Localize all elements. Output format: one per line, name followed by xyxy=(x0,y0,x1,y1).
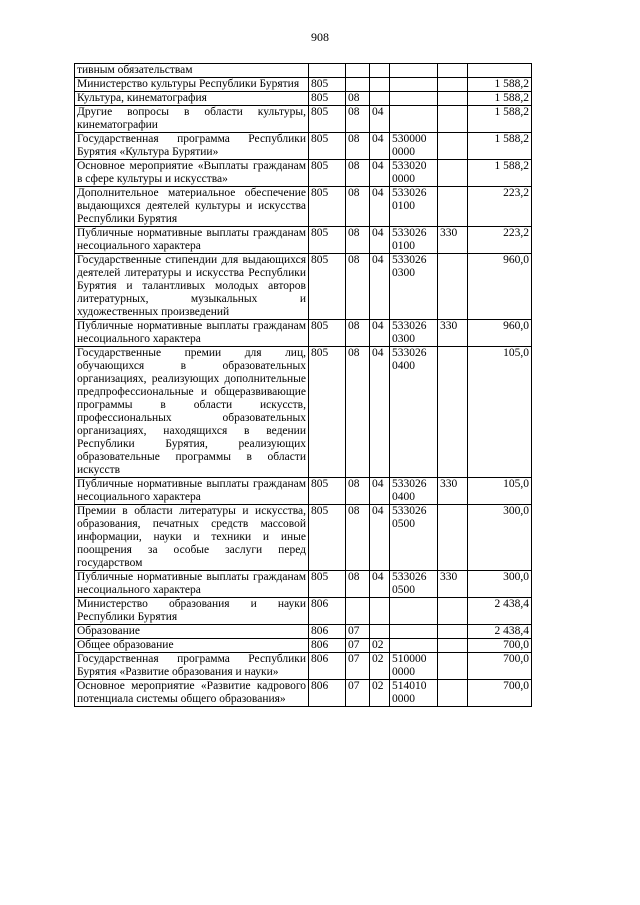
ministry-code: 805 xyxy=(309,478,346,505)
target-article-code xyxy=(390,78,438,92)
table-row xyxy=(75,227,532,254)
ministry-code: 806 xyxy=(309,598,346,625)
amount: 1 588,2 xyxy=(468,133,532,160)
table-row xyxy=(75,320,532,347)
ministry-code: 805 xyxy=(309,227,346,254)
target-article-code: 533026 0400 xyxy=(390,347,438,478)
expense-type-code xyxy=(438,505,468,571)
target-article-code: 533020 0000 xyxy=(390,160,438,187)
row-name: Общее образование xyxy=(75,639,309,653)
page-number: 908 xyxy=(311,30,329,44)
table-row xyxy=(75,106,532,133)
section-code: 08 xyxy=(346,106,370,133)
target-article-code: 533026 0300 xyxy=(390,320,438,347)
subsection-code: 04 xyxy=(370,478,390,505)
subsection-code xyxy=(370,78,390,92)
target-article-code xyxy=(390,639,438,653)
target-article-code xyxy=(390,64,438,78)
section-code: 07 xyxy=(346,625,370,639)
subsection-code: 04 xyxy=(370,106,390,133)
subsection-code: 02 xyxy=(370,639,390,653)
subsection-code: 04 xyxy=(370,571,390,598)
target-article-code xyxy=(390,598,438,625)
table-row xyxy=(75,160,532,187)
amount: 105,0 xyxy=(468,478,532,505)
subsection-code: 04 xyxy=(370,320,390,347)
ministry-code: 805 xyxy=(309,106,346,133)
table-row xyxy=(75,680,532,707)
target-article-code xyxy=(390,106,438,133)
ministry-code: 805 xyxy=(309,160,346,187)
section-code xyxy=(346,598,370,625)
row-name: Публичные нормативные выплаты гражданам несоциального характера xyxy=(75,227,309,254)
expense-type-code xyxy=(438,106,468,133)
subsection-code: 04 xyxy=(370,505,390,571)
expense-type-code: 330 xyxy=(438,227,468,254)
expense-type-code: 330 xyxy=(438,571,468,598)
target-article-code: 533026 0400 xyxy=(390,478,438,505)
row-name: Публичные нормативные выплаты гражданам несоциального характера xyxy=(75,320,309,347)
amount: 223,2 xyxy=(468,227,532,254)
target-article-code: 533026 0100 xyxy=(390,227,438,254)
table-row xyxy=(75,92,532,106)
expense-type-code xyxy=(438,160,468,187)
ministry-code: 805 xyxy=(309,571,346,598)
section-code: 08 xyxy=(346,160,370,187)
row-name: Государственная программа Республики Бурятия «Культура Бурятии» xyxy=(75,133,309,160)
ministry-code xyxy=(309,64,346,78)
row-name: Государственные премии для лиц, обучающихся в образовательных организациях, реализующих дополнительные предпрофессиональные и общеразвивающие программы в области искусств, профессиональных образовательных организациях, находящихся в ведении Республики Бурятия, реализующих образовательные программы в области искусств xyxy=(75,347,309,478)
section-code xyxy=(346,78,370,92)
section-code: 07 xyxy=(346,680,370,707)
ministry-code: 805 xyxy=(309,347,346,478)
table-row xyxy=(75,571,532,598)
section-code: 07 xyxy=(346,639,370,653)
table-row xyxy=(75,133,532,160)
subsection-code: 04 xyxy=(370,160,390,187)
budget-table xyxy=(74,63,532,707)
amount: 2 438,4 xyxy=(468,598,532,625)
amount: 300,0 xyxy=(468,505,532,571)
target-article-code xyxy=(390,92,438,106)
expense-type-code xyxy=(438,254,468,320)
amount: 105,0 xyxy=(468,347,532,478)
target-article-code: 514010 0000 xyxy=(390,680,438,707)
table-row xyxy=(75,653,532,680)
amount: 1 588,2 xyxy=(468,92,532,106)
expense-type-code xyxy=(438,347,468,478)
amount: 223,2 xyxy=(468,187,532,227)
row-name: Премии в области литературы и искусства, образования, печатных средств массовой информации, науки и техники и иные поощрения за особые заслуги перед государством xyxy=(75,505,309,571)
expense-type-code xyxy=(438,625,468,639)
amount: 700,0 xyxy=(468,680,532,707)
amount: 960,0 xyxy=(468,320,532,347)
row-name: Другие вопросы в области культуры, кинематографии xyxy=(75,106,309,133)
subsection-code: 04 xyxy=(370,347,390,478)
row-name: Министерство культуры Республики Бурятия xyxy=(75,78,309,92)
section-code: 08 xyxy=(346,254,370,320)
amount: 700,0 xyxy=(468,639,532,653)
table-row xyxy=(75,64,532,78)
target-article-code: 533026 0500 xyxy=(390,571,438,598)
target-article-code: 533026 0300 xyxy=(390,254,438,320)
section-code: 08 xyxy=(346,505,370,571)
amount: 960,0 xyxy=(468,254,532,320)
subsection-code xyxy=(370,64,390,78)
target-article-code: 533026 0100 xyxy=(390,187,438,227)
amount: 300,0 xyxy=(468,571,532,598)
ministry-code: 806 xyxy=(309,653,346,680)
subsection-code xyxy=(370,92,390,106)
row-name: Дополнительное материальное обеспечение выдающихся деятелей культуры и искусства Республики Бурятия xyxy=(75,187,309,227)
amount: 1 588,2 xyxy=(468,106,532,133)
expense-type-code: 330 xyxy=(438,478,468,505)
ministry-code: 806 xyxy=(309,639,346,653)
ministry-code: 805 xyxy=(309,187,346,227)
expense-type-code xyxy=(438,64,468,78)
table-row xyxy=(75,347,532,478)
expense-type-code xyxy=(438,598,468,625)
ministry-code: 806 xyxy=(309,625,346,639)
table-row xyxy=(75,598,532,625)
section-code: 07 xyxy=(346,653,370,680)
target-article-code: 533026 0500 xyxy=(390,505,438,571)
table-row xyxy=(75,505,532,571)
subsection-code: 02 xyxy=(370,653,390,680)
section-code: 08 xyxy=(346,478,370,505)
ministry-code: 805 xyxy=(309,320,346,347)
subsection-code: 04 xyxy=(370,133,390,160)
row-name: Основное мероприятие «Выплаты гражданам в сфере культуры и искусства» xyxy=(75,160,309,187)
row-name: Государственная программа Республики Бурятия «Развитие образования и науки» xyxy=(75,653,309,680)
target-article-code: 510000 0000 xyxy=(390,653,438,680)
subsection-code: 04 xyxy=(370,254,390,320)
ministry-code: 805 xyxy=(309,92,346,106)
section-code: 08 xyxy=(346,187,370,227)
expense-type-code xyxy=(438,78,468,92)
section-code: 08 xyxy=(346,227,370,254)
section-code: 08 xyxy=(346,347,370,478)
row-name: Публичные нормативные выплаты гражданам несоциального характера xyxy=(75,478,309,505)
expense-type-code xyxy=(438,639,468,653)
ministry-code: 805 xyxy=(309,505,346,571)
section-code: 08 xyxy=(346,92,370,106)
amount: 1 588,2 xyxy=(468,78,532,92)
amount: 700,0 xyxy=(468,653,532,680)
subsection-code xyxy=(370,625,390,639)
section-code xyxy=(346,64,370,78)
amount: 1 588,2 xyxy=(468,160,532,187)
expense-type-code xyxy=(438,133,468,160)
table-row xyxy=(75,78,532,92)
section-code: 08 xyxy=(346,571,370,598)
expense-type-code xyxy=(438,92,468,106)
target-article-code: 530000 0000 xyxy=(390,133,438,160)
expense-type-code xyxy=(438,653,468,680)
target-article-code xyxy=(390,625,438,639)
subsection-code: 04 xyxy=(370,187,390,227)
table-row xyxy=(75,254,532,320)
budget-table-body xyxy=(75,64,532,707)
row-name: Государственные стипендии для выдающихся деятелей литературы и искусства Республики Бурятия и талантливых молодых авторов литературных, музыкальных и художественных произведений xyxy=(75,254,309,320)
row-name: Культура, кинематография xyxy=(75,92,309,106)
expense-type-code xyxy=(438,187,468,227)
section-code: 08 xyxy=(346,320,370,347)
amount: 2 438,4 xyxy=(468,625,532,639)
table-row xyxy=(75,639,532,653)
expense-type-code: 330 xyxy=(438,320,468,347)
ministry-code: 805 xyxy=(309,254,346,320)
subsection-code xyxy=(370,598,390,625)
row-name: Образование xyxy=(75,625,309,639)
row-name: Основное мероприятие «Развитие кадрового потенциала системы общего образования» xyxy=(75,680,309,707)
section-code: 08 xyxy=(346,133,370,160)
ministry-code: 805 xyxy=(309,133,346,160)
subsection-code: 02 xyxy=(370,680,390,707)
expense-type-code xyxy=(438,680,468,707)
table-row xyxy=(75,187,532,227)
ministry-code: 805 xyxy=(309,78,346,92)
amount xyxy=(468,64,532,78)
table-row xyxy=(75,625,532,639)
row-name: Министерство образования и науки Республики Бурятия xyxy=(75,598,309,625)
subsection-code: 04 xyxy=(370,227,390,254)
row-name: Публичные нормативные выплаты гражданам несоциального характера xyxy=(75,571,309,598)
row-name: тивным обязательствам xyxy=(75,64,309,78)
table-row xyxy=(75,478,532,505)
ministry-code: 806 xyxy=(309,680,346,707)
